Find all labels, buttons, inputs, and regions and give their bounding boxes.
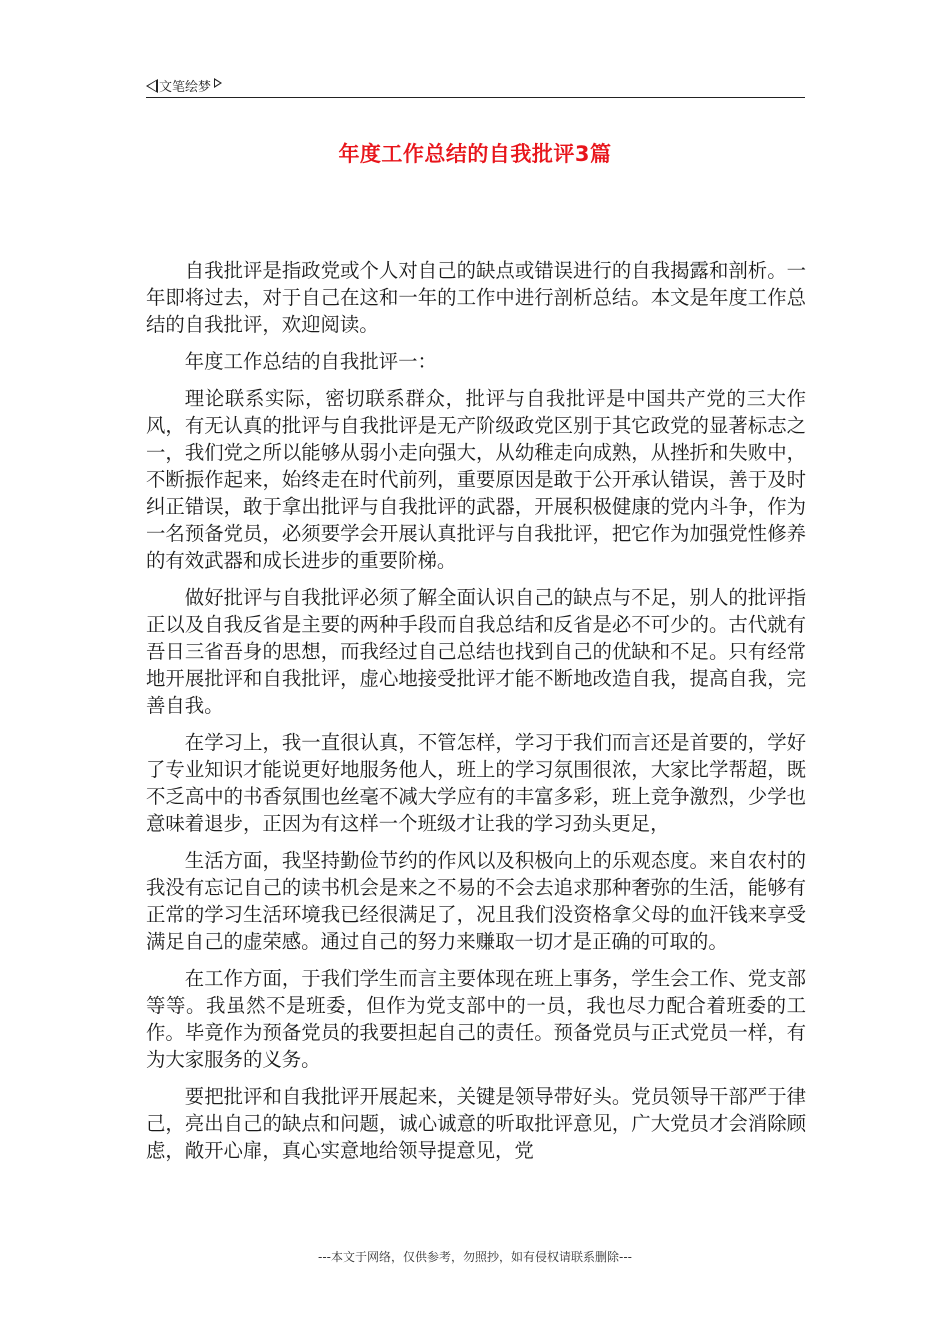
footer-notice: ---本文于网络，仅供参考，勿照抄，如有侵权请联系删除--- <box>318 1250 632 1264</box>
paragraph: 理论联系实际，密切联系群众，批评与自我批评是中国共产党的三大作风，有无认真的批评与自我批评是无产阶级政党区别于其它政党的显著标志之一，我们党之所以能够从弱小走向强大，从幼稚走向成熟，从挫折和失败中，不断振作起来，始终走在时代前列，重要原因是敢于公开承认错误，善于及时纠正错误，敢于拿出批评与自我批评的武器，开展积极健康的党内斗争，作为一名预备党员，必须要学会开展认真批评与自我批评，把它作为加强党性修养的有效武器和成长进步的重要阶梯。 <box>146 387 806 572</box>
paragraph: 年度工作总结的自我批评一： <box>184 350 437 373</box>
header-divider <box>146 97 805 98</box>
paragraph: 做好批评与自我批评必须了解全面认识自己的缺点与不足，别人的批评指正以及自我反省是主要的两种手段而自我总结和反省是必不可少的。古代就有吾日三省吾身的思想，而我经过自己总结也找到自己的优缺和不足。只有经常地开展批评和自我批评，虚心地接受批评才能不断地改造自我，提高自我，完善自我。 <box>146 586 806 717</box>
triangle-right-icon <box>214 78 222 88</box>
triangle-left-icon <box>146 79 158 93</box>
brand-name: 文笔绘梦 <box>159 80 212 95</box>
header-brand <box>146 76 222 95</box>
document-body <box>146 257 806 1174</box>
paragraph: 自我批评是指政党或个人对自己的缺点或错误进行的自我揭露和剖析。一年即将过去，对于自己在这和一年的工作中进行剖析总结。本文是年度工作总结的自我批评，欢迎阅读。 <box>146 259 806 336</box>
paragraph: 在工作方面，于我们学生而言主要体现在班上事务，学生会工作、党支部等等。我虽然不是班委，但作为党支部中的一员，我也尽力配合着班委的工作。毕竟作为预备党员的我要担起自己的责任。预备党员与正式党员一样，有为大家服务的义务。 <box>146 967 806 1071</box>
paragraph: 生活方面，我坚持勤俭节约的作风以及积极向上的乐观态度。来自农村的我没有忘记自己的读书机会是来之不易的不会去追求那种奢弥的生活，能够有正常的学习生活环境我已经很满足了，况且我们没资格拿父母的血汗钱来享受满足自己的虚荣感。通过自己的努力来赚取一切才是正确的可取的。 <box>146 849 806 953</box>
paragraph: 要把批评和自我批评开展起来，关键是领导带好头。党员领导干部严于律己，亮出自己的缺点和问题，诚心诚意的听取批评意见，广大党员才会消除顾虑，敞开心扉，真心实意地给领导提意见，党 <box>146 1085 806 1162</box>
document-title: 年度工作总结的自我批评3篇 <box>338 142 612 166</box>
paragraph: 在学习上，我一直很认真，不管怎样，学习于我们而言还是首要的，学好了专业知识才能说更好地服务他人，班上的学习氛围很浓，大家比学帮超，既不乏高中的书香氛围也丝毫不减大学应有的丰富多彩，班上竞争激烈，少学也意味着退步，正因为有这样一个班级才让我的学习劲头更足， <box>146 731 806 835</box>
